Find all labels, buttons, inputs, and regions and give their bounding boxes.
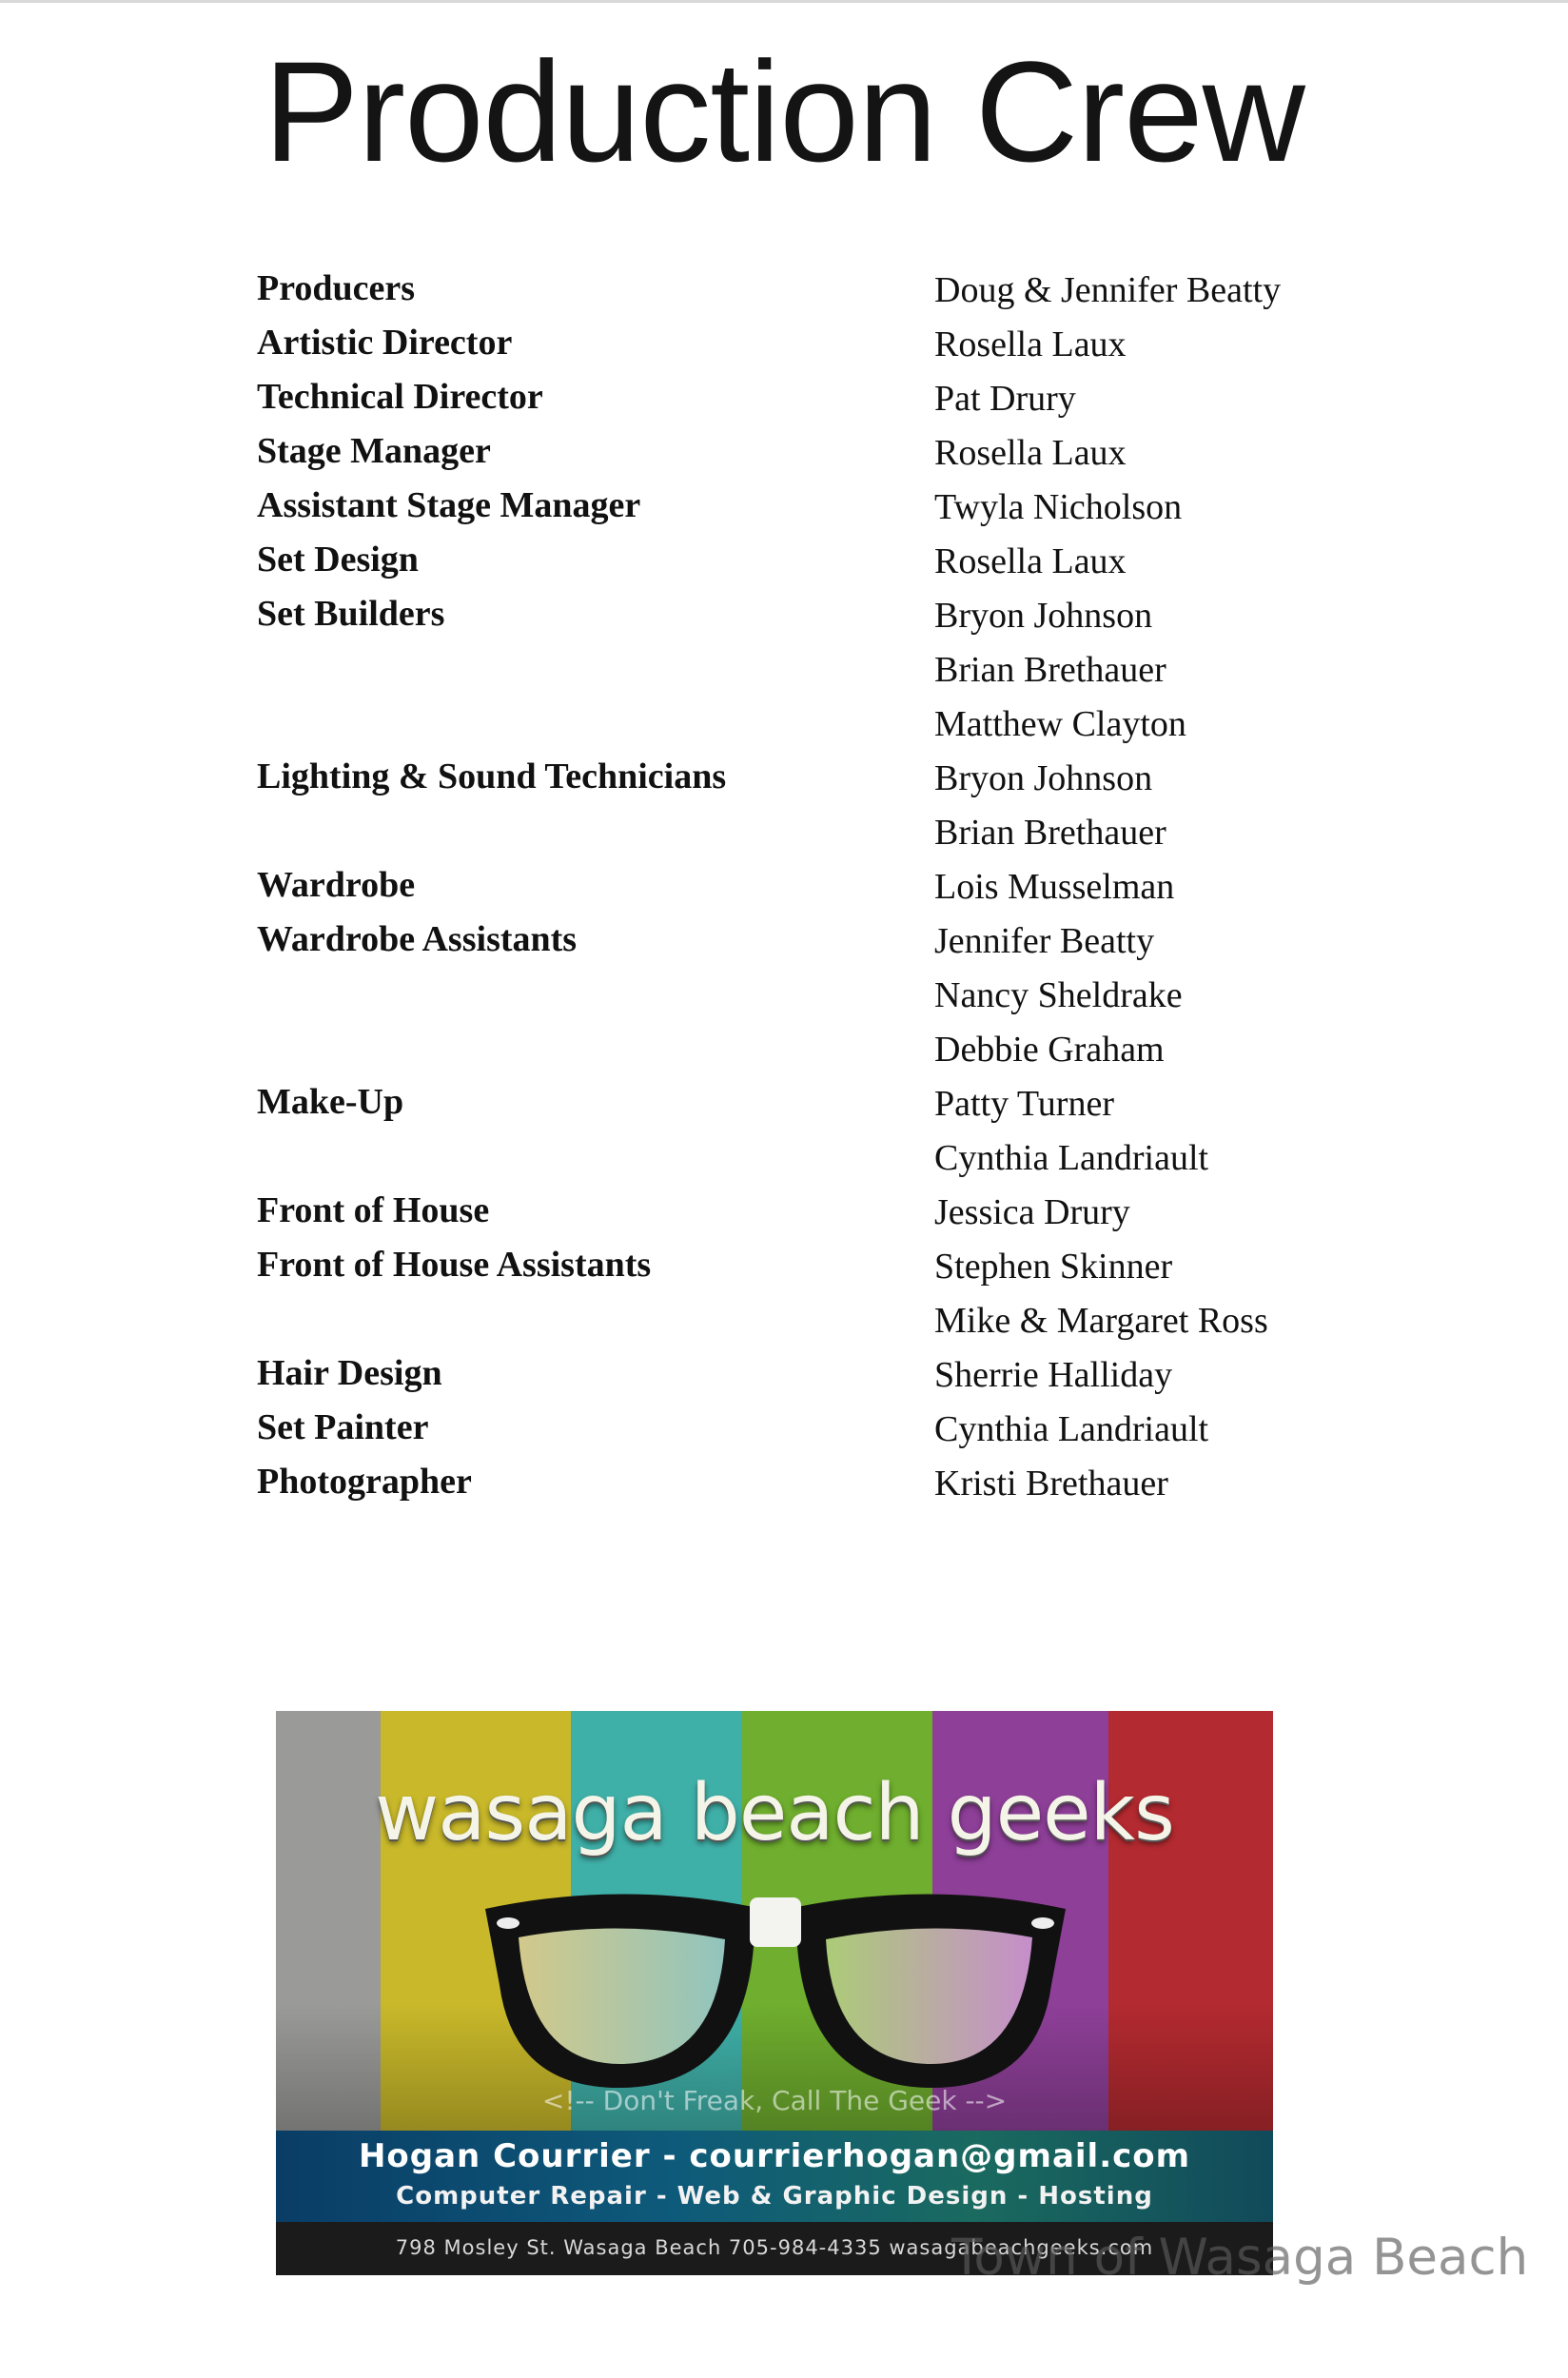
crew-row <box>253 262 1357 316</box>
ad-tagline: <!-- Don't Freak, Call The Geek --> <box>541 2085 1008 2116</box>
crew-role: Lighting & Sound Technicians <box>257 757 727 796</box>
crew-row <box>253 1184 1357 1238</box>
crew-name: Mike & Margaret Ross <box>934 1301 1268 1341</box>
crew-name: Doug & Jennifer Beatty <box>934 270 1282 310</box>
crew-name: Pat Drury <box>934 379 1076 419</box>
crew-name: Cynthia Landriault <box>934 1409 1209 1449</box>
crew-role: Set Design <box>257 540 419 580</box>
glasses-icon <box>476 1871 1075 2109</box>
crew-row <box>253 913 1357 967</box>
crew-row <box>253 1346 1357 1401</box>
crew-role: Set Painter <box>257 1407 429 1447</box>
crew-name: Kristi Brethauer <box>934 1464 1168 1503</box>
crew-row <box>253 750 1357 804</box>
crew-name: Lois Musselman <box>934 867 1175 907</box>
crew-role: Make-Up <box>257 1082 404 1122</box>
crew-row <box>253 1401 1357 1455</box>
crew-name: Debbie Graham <box>934 1030 1165 1070</box>
crew-name: Matthew Clayton <box>934 704 1186 744</box>
crew-row <box>253 1021 1357 1075</box>
crew-row <box>253 424 1357 479</box>
crew-row <box>253 1455 1357 1509</box>
crew-list <box>253 262 1357 1509</box>
ad-services: Computer Repair - Web & Graphic Design - Hosting <box>396 2182 1153 2211</box>
business-name: wasaga beach geeks <box>375 1768 1174 1858</box>
crew-name: Rosella Laux <box>934 324 1127 364</box>
crew-role: Assistant Stage Manager <box>257 485 641 525</box>
crew-name: Rosella Laux <box>934 541 1127 581</box>
crew-name: Jennifer Beatty <box>934 921 1155 961</box>
crew-name: Twyla Nicholson <box>934 487 1183 527</box>
crew-role: Hair Design <box>257 1353 442 1393</box>
crew-role: Front of House <box>257 1190 490 1230</box>
crew-name: Jessica Drury <box>934 1192 1130 1232</box>
crew-row <box>253 1075 1357 1130</box>
crew-row <box>253 1130 1357 1184</box>
crew-row <box>253 641 1357 696</box>
crew-name: Stephen Skinner <box>934 1247 1173 1287</box>
page-title: Production Crew <box>264 31 1304 191</box>
crew-row <box>253 479 1357 533</box>
crew-role: Photographer <box>257 1462 472 1502</box>
crew-role: Technical Director <box>257 377 543 417</box>
crew-name: Nancy Sheldrake <box>934 975 1183 1015</box>
crew-row <box>253 1238 1357 1292</box>
crew-row <box>253 316 1357 370</box>
crew-row <box>253 370 1357 424</box>
sponsor-ad <box>276 1711 1273 2275</box>
crew-role: Wardrobe <box>257 865 416 905</box>
crew-name: Brian Brethauer <box>934 650 1166 690</box>
crew-name: Patty Turner <box>934 1084 1114 1124</box>
crew-role: Front of House Assistants <box>257 1245 652 1285</box>
crew-row <box>253 1292 1357 1346</box>
crew-row <box>253 587 1357 641</box>
crew-role: Set Builders <box>257 594 445 634</box>
crew-row <box>253 533 1357 587</box>
ad-address: 798 Mosley St. Wasaga Beach 705-984-4335 wasagabeachgeeks.com <box>395 2236 1154 2259</box>
crew-name: Rosella Laux <box>934 433 1127 473</box>
crew-role: Wardrobe Assistants <box>257 919 578 959</box>
crew-name: Sherrie Halliday <box>934 1355 1173 1395</box>
ad-contact: Hogan Courrier - courrierhogan@gmail.com <box>358 2137 1191 2175</box>
crew-row <box>253 696 1357 750</box>
crew-role: Producers <box>257 268 416 308</box>
watermark: Town of Wasaga Beach <box>951 2229 1529 2287</box>
crew-name: Bryon Johnson <box>934 596 1153 636</box>
crew-role: Artistic Director <box>257 323 513 363</box>
crew-row <box>253 967 1357 1021</box>
crew-row <box>253 804 1357 858</box>
crew-name: Cynthia Landriault <box>934 1138 1209 1178</box>
crew-name: Brian Brethauer <box>934 813 1166 853</box>
crew-name: Bryon Johnson <box>934 758 1153 798</box>
crew-role: Stage Manager <box>257 431 491 471</box>
crew-row <box>253 858 1357 913</box>
